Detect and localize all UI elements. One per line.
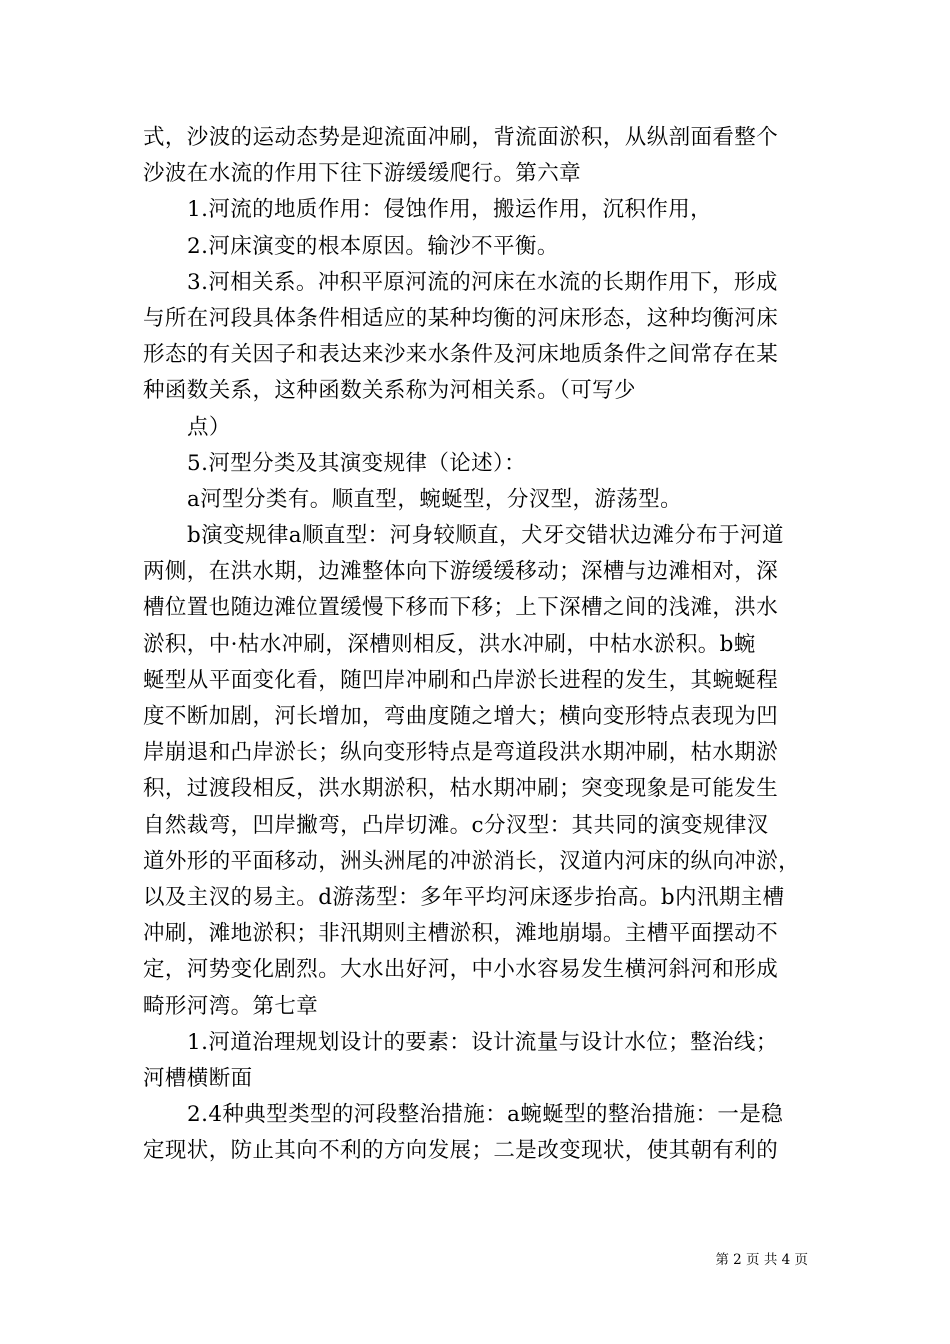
text-line: 1.河道治理规划设计的要素：设计流量与设计水位；整治线； [187, 1029, 778, 1055]
text-line: 点） [187, 414, 231, 440]
text-line: 2.4种典型类型的河段整治措施：a蜿蜒型的整治措施：一是稳 [187, 1102, 784, 1128]
text-line: 沙波在水流的作用下往下游缓缓爬行。第六章 [143, 161, 582, 187]
text-line: 冲刷，滩地淤积；非汛期则主槽淤积，滩地崩塌。主槽平面摆动不 [143, 921, 779, 947]
text-line: 式，沙波的运动态势是迎流面冲刷，背流面淤积，从纵剖面看整个 [143, 125, 779, 150]
text-line: 1.河流的地质作用：侵蚀作用，搬运作用，沉积作用， [187, 197, 713, 223]
text-line: 两侧，在洪水期，边滩整体向下游缓缓移动；深槽与边滩相对，深 [143, 559, 779, 585]
text-line: 蜒型从平面变化看，随凹岸冲刷和凸岸淤长进程的发生，其蜿蜒程 [143, 667, 779, 693]
page-number-footer: 第 2 页 共 4 页 [715, 1252, 808, 1268]
text-line: 岸崩退和凸岸淤长；纵向变形特点是弯道段洪水期冲刷，枯水期淤 [143, 740, 779, 766]
text-line: 畸形河湾。第七章 [143, 993, 319, 1019]
text-line: 与所在河段具体条件相适应的某种均衡的河床形态，这种均衡河床 [143, 305, 779, 331]
text-line: 度不断加剧，河长增加，弯曲度随之增大；横向变形特点表现为凹 [143, 704, 779, 729]
text-line: 道外形的平面移动，洲头洲尾的冲淤消长，汊道内河床的纵向冲淤， [143, 848, 801, 874]
text-line: 定现状，防止其向不利的方向发展；二是改变现状，使其朝有利的 [143, 1138, 779, 1164]
text-line: 5.河型分类及其演变规律（论述）： [187, 450, 527, 476]
text-line: 形态的有关因子和表达来沙来水条件及河床地质条件之间常存在某 [143, 342, 779, 368]
text-line: 自然裁弯，凹岸撇弯，凸岸切滩。c分汊型：其共同的演变规律汊 [143, 812, 769, 838]
text-line: 积，过渡段相反，洪水期淤积，枯水期冲刷；突变现象是可能发生 [143, 776, 779, 802]
text-line: 以及主汊的易主。d游荡型：多年平均河床逐步抬高。b内汛期主槽 [143, 884, 785, 910]
text-line: 河槽横断面 [143, 1065, 253, 1091]
text-line: b演变规律a顺直型：河身较顺直，犬牙交错状边滩分布于河道 [187, 523, 784, 549]
text-line: 定，河势变化剧烈。大水出好河，中小水容易发生横河斜河和形成 [143, 957, 779, 983]
text-line: 2.河床演变的根本原因。输沙不平衡。 [187, 233, 559, 259]
text-line: 槽位置也随边滩位置缓慢下移而下移；上下深槽之间的浅滩，洪水 [143, 595, 779, 621]
text-line: 种函数关系，这种函数关系称为河相关系。（可写少 [143, 378, 636, 404]
text-line: a河型分类有。顺直型，蜿蜒型，分汊型，游荡型。 [187, 486, 683, 512]
text-line: 淤积，中·枯水冲刷，深槽则相反，洪水冲刷，中枯水淤积。b蜿 [143, 631, 756, 657]
text-line: 3.河相关系。冲积平原河流的河床在水流的长期作用下，形成 [187, 269, 778, 295]
body-text [143, 120, 823, 1169]
